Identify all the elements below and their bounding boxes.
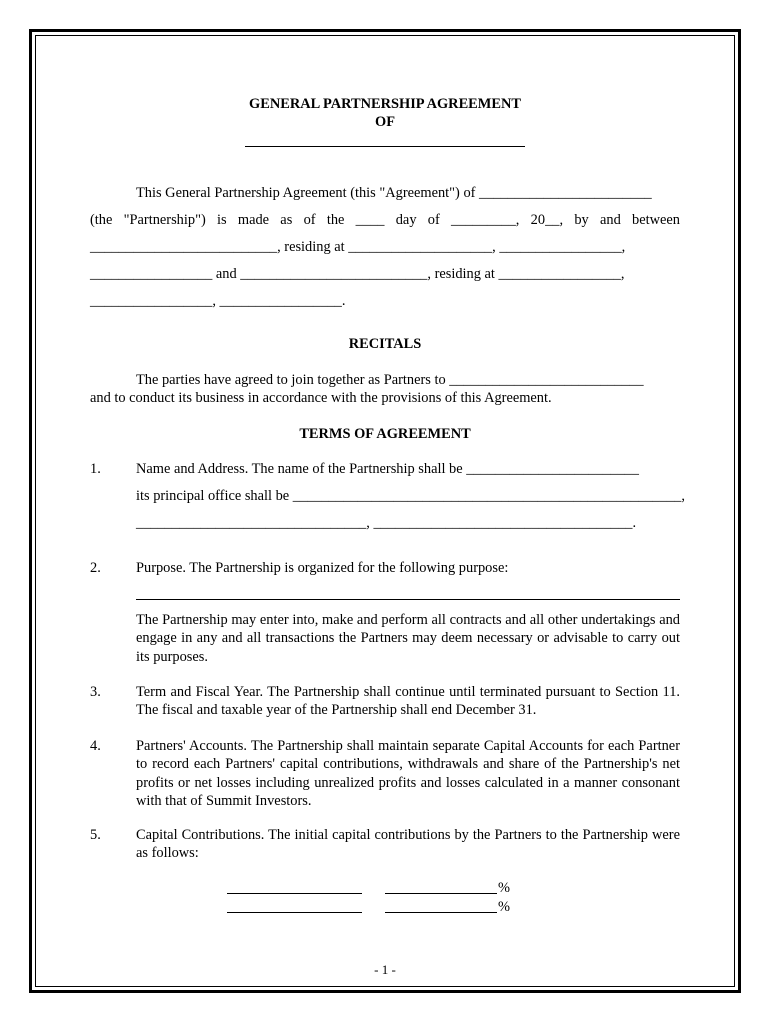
recitals-heading: RECITALS <box>348 336 422 352</box>
recitals-line-2: and to conduct its business in accordance with the provisions of this Agreement. <box>90 390 552 406</box>
section-2-text: Purpose. The Partnership is organized for the following purpose: <box>136 560 509 576</box>
partner-1-percent-blank[interactable] <box>385 893 497 894</box>
section-3-number: 3. <box>90 684 101 700</box>
intro-line-4: _________________ and __________________________, residing at _________________, <box>90 266 625 282</box>
partner-2-percent-blank[interactable] <box>385 912 497 913</box>
intro-line-3: __________________________, residing at ____________________, _________________, <box>90 239 626 255</box>
terms-heading: TERMS OF AGREEMENT <box>299 426 471 442</box>
partner-1-contribution-blank[interactable] <box>227 893 362 894</box>
section-4-number: 4. <box>90 738 101 754</box>
document-title-of: OF <box>375 114 395 130</box>
section-1-line-2: its principal office shall be ______________________________________________________, <box>136 488 685 504</box>
percent-sign-2: % <box>498 899 510 915</box>
percent-sign-1: % <box>498 880 510 896</box>
intro-line-1: This General Partnership Agreement (this "Agreement") of ________________________ <box>136 185 652 201</box>
page-number: - 1 - <box>374 962 396 977</box>
section-5-text: Capital Contributions. The initial capital contributions by the Partners to the Partnership were as follows: <box>136 827 680 862</box>
partnership-name-blank[interactable] <box>245 146 525 147</box>
section-4-text: Partners' Accounts. The Partnership shall maintain separate Capital Accounts for each Partner to record each Partners' capital contributions, withdrawals and share of the Partnership's net profits or net losses including unrealized profits and losses calculated in a manner consonant with that of Summit Investors. <box>136 738 680 810</box>
section-2-number: 2. <box>90 560 101 576</box>
purpose-blank[interactable] <box>136 599 680 600</box>
section-1-line-3: ________________________________, ____________________________________. <box>136 515 637 531</box>
section-2-paragraph: The Partnership may enter into, make and perform all contracts and all other undertakings and engage in any and all transactions the Partners may deem necessary or advisable to carry out its purposes. <box>136 612 680 665</box>
section-3-text: Term and Fiscal Year. The Partnership shall continue until terminated pursuant to Section 11. The fiscal and taxable year of the Partnership shall end December 31. <box>136 684 680 719</box>
intro-line-5: _________________, _________________. <box>90 293 346 309</box>
document-title: GENERAL PARTNERSHIP AGREEMENT <box>249 96 521 112</box>
section-1-number: 1. <box>90 461 101 477</box>
recitals-line-1: The parties have agreed to join together as Partners to ___________________________ <box>136 372 644 388</box>
section-5-number: 5. <box>90 827 101 843</box>
section-1-line-1: Name and Address. The name of the Partnership shall be ________________________ <box>136 461 639 477</box>
intro-line-2: (the "Partnership") is made as of the ____ day of _________, 20__, by and between <box>90 212 680 228</box>
partner-2-contribution-blank[interactable] <box>227 912 362 913</box>
